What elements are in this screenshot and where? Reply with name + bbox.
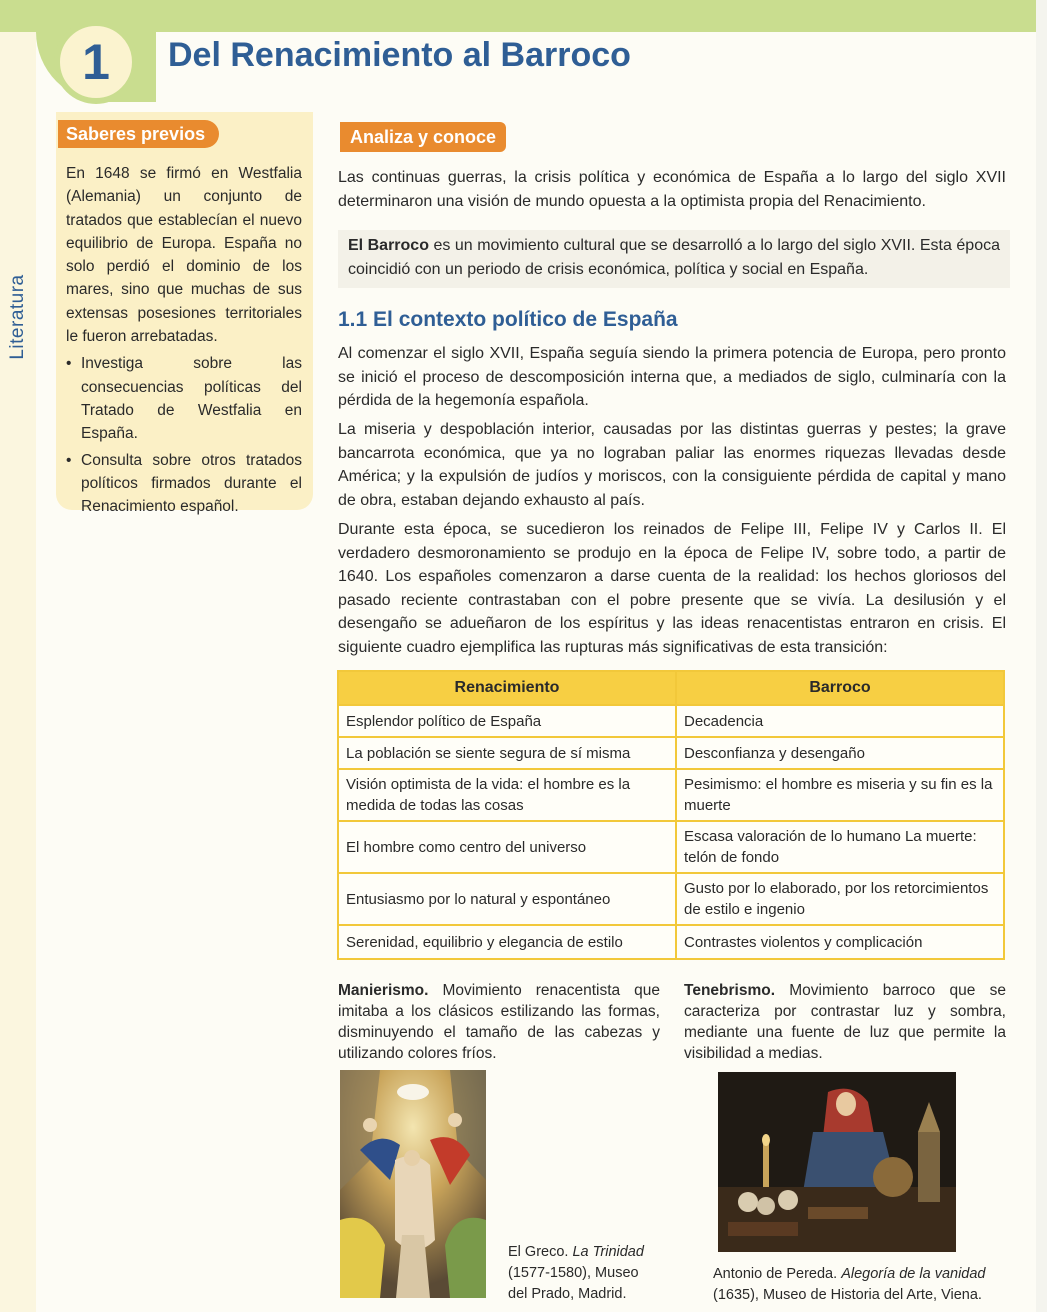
greco-trinidad-painting [340, 1070, 486, 1298]
table-row [338, 821, 1004, 873]
greco-title: La Trinidad [572, 1244, 644, 1260]
manierismo-text: Movimiento renacentista que imitaba a los clásicos estilizando las formas, disminuyendo el tamaño de las cabezas y utilizando colores fríos. [338, 982, 660, 1062]
barroco-definition-text: es un movimiento cultural que se desarrolló a lo largo del siglo XVII. Esta época coincidió con un periodo de crisis económica, política y social en España. [348, 237, 1000, 278]
greco-caption-line1 [508, 1242, 644, 1263]
table-cell: Contrastes violentos y complicación [676, 925, 1004, 959]
table-row [338, 705, 1004, 737]
manierismo-term: Manierismo. [338, 982, 429, 999]
table-cell: Esplendor político de España [338, 705, 676, 737]
table-row [338, 737, 1004, 769]
greco-caption-line2: (1577-1580), Museo [508, 1265, 639, 1281]
table-header-row [338, 671, 1004, 705]
tenebrismo-term: Tenebrismo. [684, 982, 776, 999]
table-cell: Gusto por lo elaborado, por los retorcimientos de estilo e ingenio [676, 873, 1004, 925]
saberes-activity-item: • Investiga sobre las consecuencias políticas del Tratado de Westfalia en España. [66, 352, 302, 445]
tenebrismo-text: Movimiento barroco que se caracteriza por contrastar luz y sombra, mediante una fuente de luz que permite la visibilidad a medias. [684, 982, 1006, 1062]
page-title: Del Renacimiento al Barroco [168, 36, 631, 74]
left-margin-band [0, 32, 36, 1312]
saberes-previos-content [66, 162, 302, 521]
section-heading: 1.1 El contexto político de España [338, 308, 678, 331]
manierismo-definition [338, 980, 660, 1064]
section-paragraph-3: Durante esta época, se sucedieron los reinados de Felipe III, Felipe IV y Carlos II. El verdadero desmoronamiento se produjo en la época de Felipe IV, sobre todo, a partir de 1640. Los españoles comenzaron a darse cuenta de la realidad: los hechos gloriosos del pasado reciente contrastaban con el pobre presente que se vivía. La desilusión y el desengaño se adueñaron de los espíritus y las ideas renacentistas entraron en crisis. El siguiente cuadro ejemplifica las rupturas más significativas de esta transición: [338, 521, 1006, 656]
pereda-caption-line1 [713, 1264, 986, 1285]
saberes-activity-list [66, 352, 302, 518]
greco-caption [508, 1242, 644, 1305]
table-cell: El hombre como centro del universo [338, 821, 676, 873]
greco-author: El Greco. [508, 1244, 569, 1260]
section-paragraph-2: La miseria y despoblación interior, causadas por las distintas guerras y pestes; la grave bancarrota económica, que ya no lograban paliar las enormes riquezas llevadas desde América; y la expulsión de judíos y moriscos, con la consiguiente pérdida de capital y mano de obra, estaban dejando exhausto al país. [338, 421, 1006, 509]
barroco-definition [348, 234, 1000, 281]
comparison-table [337, 670, 1005, 960]
table-row [338, 873, 1004, 925]
pereda-caption-line2: (1635), Museo de Historia del Arte, Viena. [713, 1287, 982, 1303]
column-header-barroco: Barroco [676, 671, 1004, 705]
chapter-number-badge [54, 20, 138, 104]
table-cell: La población se siente segura de sí misma [338, 737, 676, 769]
table-cell: Visión optimista de la vida: el hombre es la medida de todas las cosas [338, 769, 676, 821]
table-cell: Entusiasmo por lo natural y espontáneo [338, 873, 676, 925]
table-cell: Decadencia [676, 705, 1004, 737]
side-label-text: Literatura [7, 274, 28, 360]
intro-paragraph: Las continuas guerras, la crisis política y económica de España a lo largo del siglo XVII determinaron una visión de mundo opuesta a la optimista propia del Renacimiento. [338, 169, 1006, 210]
barroco-term: El Barroco [348, 237, 429, 254]
greco-caption-line3: del Prado, Madrid. [508, 1286, 627, 1302]
top-color-band [0, 0, 1036, 32]
section-paragraph-1: Al comenzar el siglo XVII, España seguía siendo la primera potencia de Europa, pero pronto se inició el proceso de descomposición interna que, a mediados de siglo, culminaría con la pérdida de la hegemonía española. [338, 345, 1006, 409]
pereda-title: Alegoría de la vanidad [841, 1266, 986, 1282]
saberes-paragraph: En 1648 se firmó en Westfalia (Alemania) un conjunto de tratados que establecían el nuevo equilibrio de Europa. España no solo perdió el dominio de los mares, sino que muchas de sus extensas posesiones territoriales le fueron arrebatadas. [66, 165, 302, 346]
analiza-conoce-tag: Analiza y conoce [340, 122, 506, 152]
table-cell: Pesimismo: el hombre es miseria y su fin es la muerte [676, 769, 1004, 821]
pereda-caption [713, 1264, 986, 1306]
table-cell: Desconfianza y desengaño [676, 737, 1004, 769]
table-row [338, 769, 1004, 821]
saberes-activity-item: • Consulta sobre otros tratados políticos firmados durante el Renacimiento español. [66, 449, 302, 519]
chapter-number: 1 [82, 34, 110, 90]
table-row [338, 925, 1004, 959]
side-section-label [2, 270, 34, 370]
tenebrismo-definition [684, 980, 1006, 1064]
pereda-vanidad-painting [718, 1072, 956, 1252]
saberes-previos-tag: Saberes previos [58, 120, 219, 148]
right-page-edge [1036, 0, 1047, 1312]
table-cell: Serenidad, equilibrio y elegancia de estilo [338, 925, 676, 959]
column-header-renacimiento: Renacimiento [338, 671, 676, 705]
table-cell: Escasa valoración de lo humano La muerte: telón de fondo [676, 821, 1004, 873]
pereda-author: Antonio de Pereda. [713, 1266, 838, 1282]
